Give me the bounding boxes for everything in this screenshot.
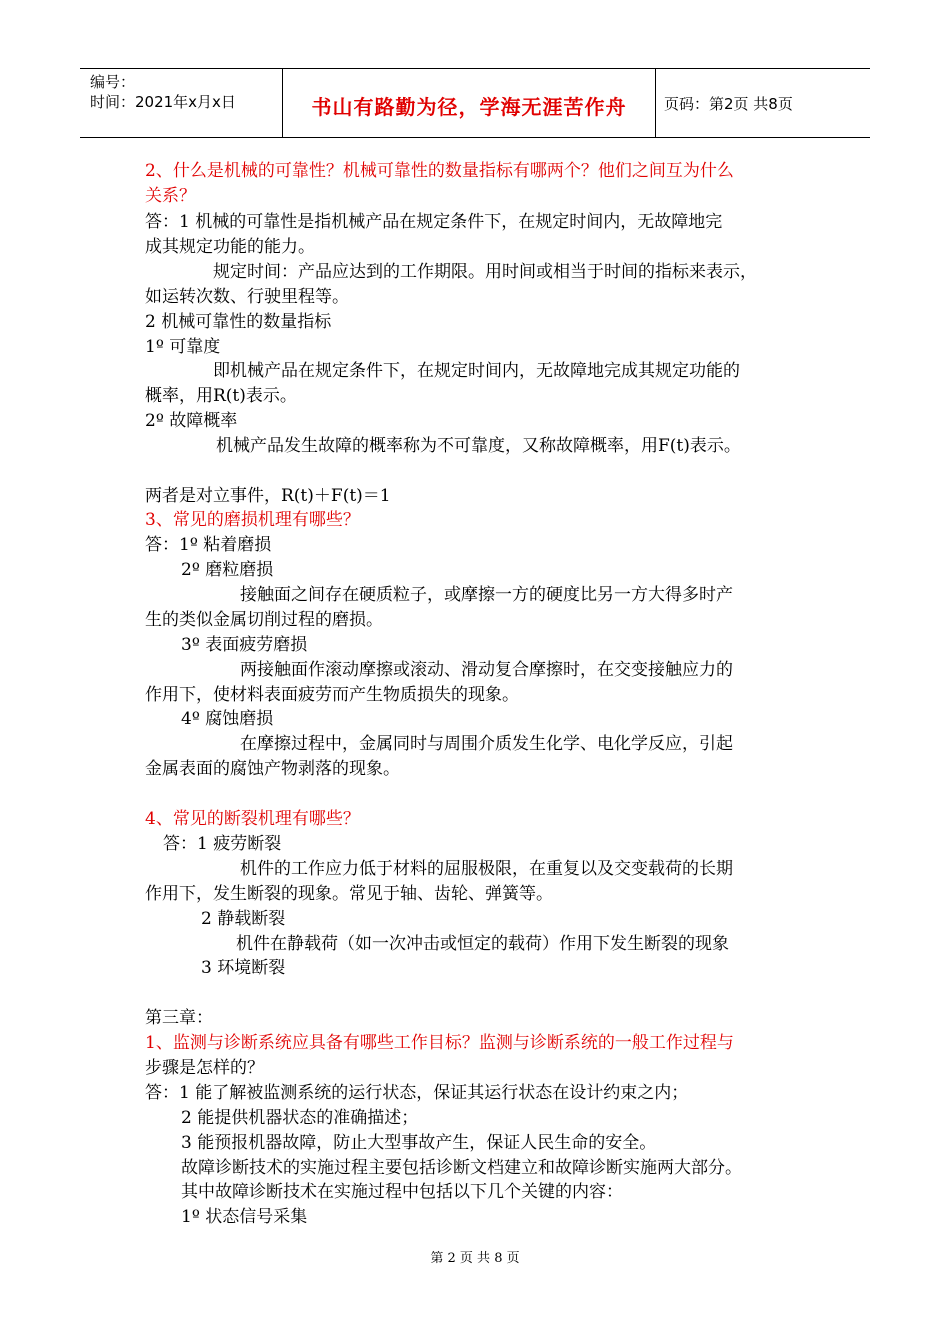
answer-text: 概率，用R(t)表示。 <box>145 386 297 406</box>
question-heading: 关系？ <box>145 186 196 206</box>
answer-text: 金属表面的腐蚀产物剥落的现象。 <box>145 759 400 779</box>
question-heading: 4、常见的断裂机理有哪些？ <box>145 809 360 829</box>
answer-text: 规定时间：产品应达到的工作期限。用时间或相当于时间的指标来表示， <box>213 262 757 282</box>
question-heading: 2、什么是机械的可靠性？机械可靠性的数量指标有哪两个？他们之间互为什么 <box>145 161 734 181</box>
answer-text: 1º 可靠度 <box>145 337 221 357</box>
chapter-heading: 第三章： <box>145 1008 213 1028</box>
answer-text: 3º 表面疲劳磨损 <box>181 635 308 655</box>
question-heading: 1、监测与诊断系统应具备有哪些工作目标？监测与诊断系统的一般工作过程与 <box>145 1033 734 1053</box>
answer-text: 机件在静载荷（如一次冲击或恒定的载荷）作用下发生断裂的现象 <box>236 934 729 954</box>
answer-text: 2º 磨粒磨损 <box>181 560 274 580</box>
answer-text: 2 能提供机器状态的准确描述； <box>181 1108 419 1128</box>
answer-text: 两者是对立事件，R(t)＋F(t)＝1 <box>145 486 391 506</box>
answer-text: 答：1 能了解被监测系统的运行状态，保证其运行状态在设计约束之内； <box>145 1083 689 1103</box>
answer-text: 其中故障诊断技术在实施过程中包括以下几个关键的内容： <box>181 1182 623 1202</box>
answer-text: 在摩擦过程中，金属同时与周围介质发生化学、电化学反应，引起 <box>240 734 733 754</box>
answer-text: 答：1 机械的可靠性是指机械产品在规定条件下，在规定时间内，无故障地完 <box>145 212 723 232</box>
answer-text: 3 环境断裂 <box>201 958 286 978</box>
answer-text: 成其规定功能的能力。 <box>145 237 315 257</box>
answer-text: 4º 腐蚀磨损 <box>181 709 274 729</box>
answer-text: 作用下，发生断裂的现象。常见于轴、齿轮、弹簧等。 <box>145 884 553 904</box>
page-footer: 第 2 页 共 8 页 <box>430 1251 520 1266</box>
number-label: 编号： <box>90 73 136 91</box>
answer-text: 作用下，使材料表面疲劳而产生物质损失的现象。 <box>145 685 519 705</box>
header-right-cell <box>656 69 870 137</box>
answer-text: 如运转次数、行驶里程等。 <box>145 287 349 307</box>
answer-text: 2 静载断裂 <box>201 909 286 929</box>
answer-text: 机械产品发生故障的概率称为不可靠度，又称故障概率，用F(t)表示。 <box>216 436 741 456</box>
answer-text: 1º 状态信号采集 <box>181 1207 308 1227</box>
question-heading: 步骤是怎样的？ <box>145 1058 264 1078</box>
page-number-label: 页码：第2页 共8页 <box>664 95 793 113</box>
motto: 书山有路勤为径，学海无涯苦作舟 <box>311 95 627 119</box>
answer-text: 机件的工作应力低于材料的屈服极限，在重复以及交变载荷的长期 <box>240 859 733 879</box>
answer-text: 两接触面作滚动摩擦或滚动、滑动复合摩擦时，在交变接触应力的 <box>240 660 733 680</box>
header-center-cell <box>282 69 656 137</box>
time-label: 时间：2021年x月x日 <box>90 93 236 111</box>
answer-text: 答：1 疲劳断裂 <box>163 834 282 854</box>
answer-text: 答：1º 粘着磨损 <box>145 535 272 555</box>
answer-text: 故障诊断技术的实施过程主要包括诊断文档建立和故障诊断实施两大部分。 <box>181 1158 742 1178</box>
answer-text: 即机械产品在规定条件下，在规定时间内，无故障地完成其规定功能的 <box>213 361 740 381</box>
answer-text: 3 能预报机器故障，防止大型事故产生，保证人民生命的安全。 <box>181 1133 657 1153</box>
answer-text: 2º 故障概率 <box>145 411 238 431</box>
page-header <box>80 68 870 138</box>
question-heading: 3、常见的磨损机理有哪些？ <box>145 510 360 530</box>
answer-text: 接触面之间存在硬质粒子，或摩擦一方的硬度比另一方大得多时产 <box>240 585 733 605</box>
answer-text: 生的类似金属切削过程的磨损。 <box>145 610 383 630</box>
header-left-cell <box>80 69 280 137</box>
answer-text: 2 机械可靠性的数量指标 <box>145 312 332 332</box>
